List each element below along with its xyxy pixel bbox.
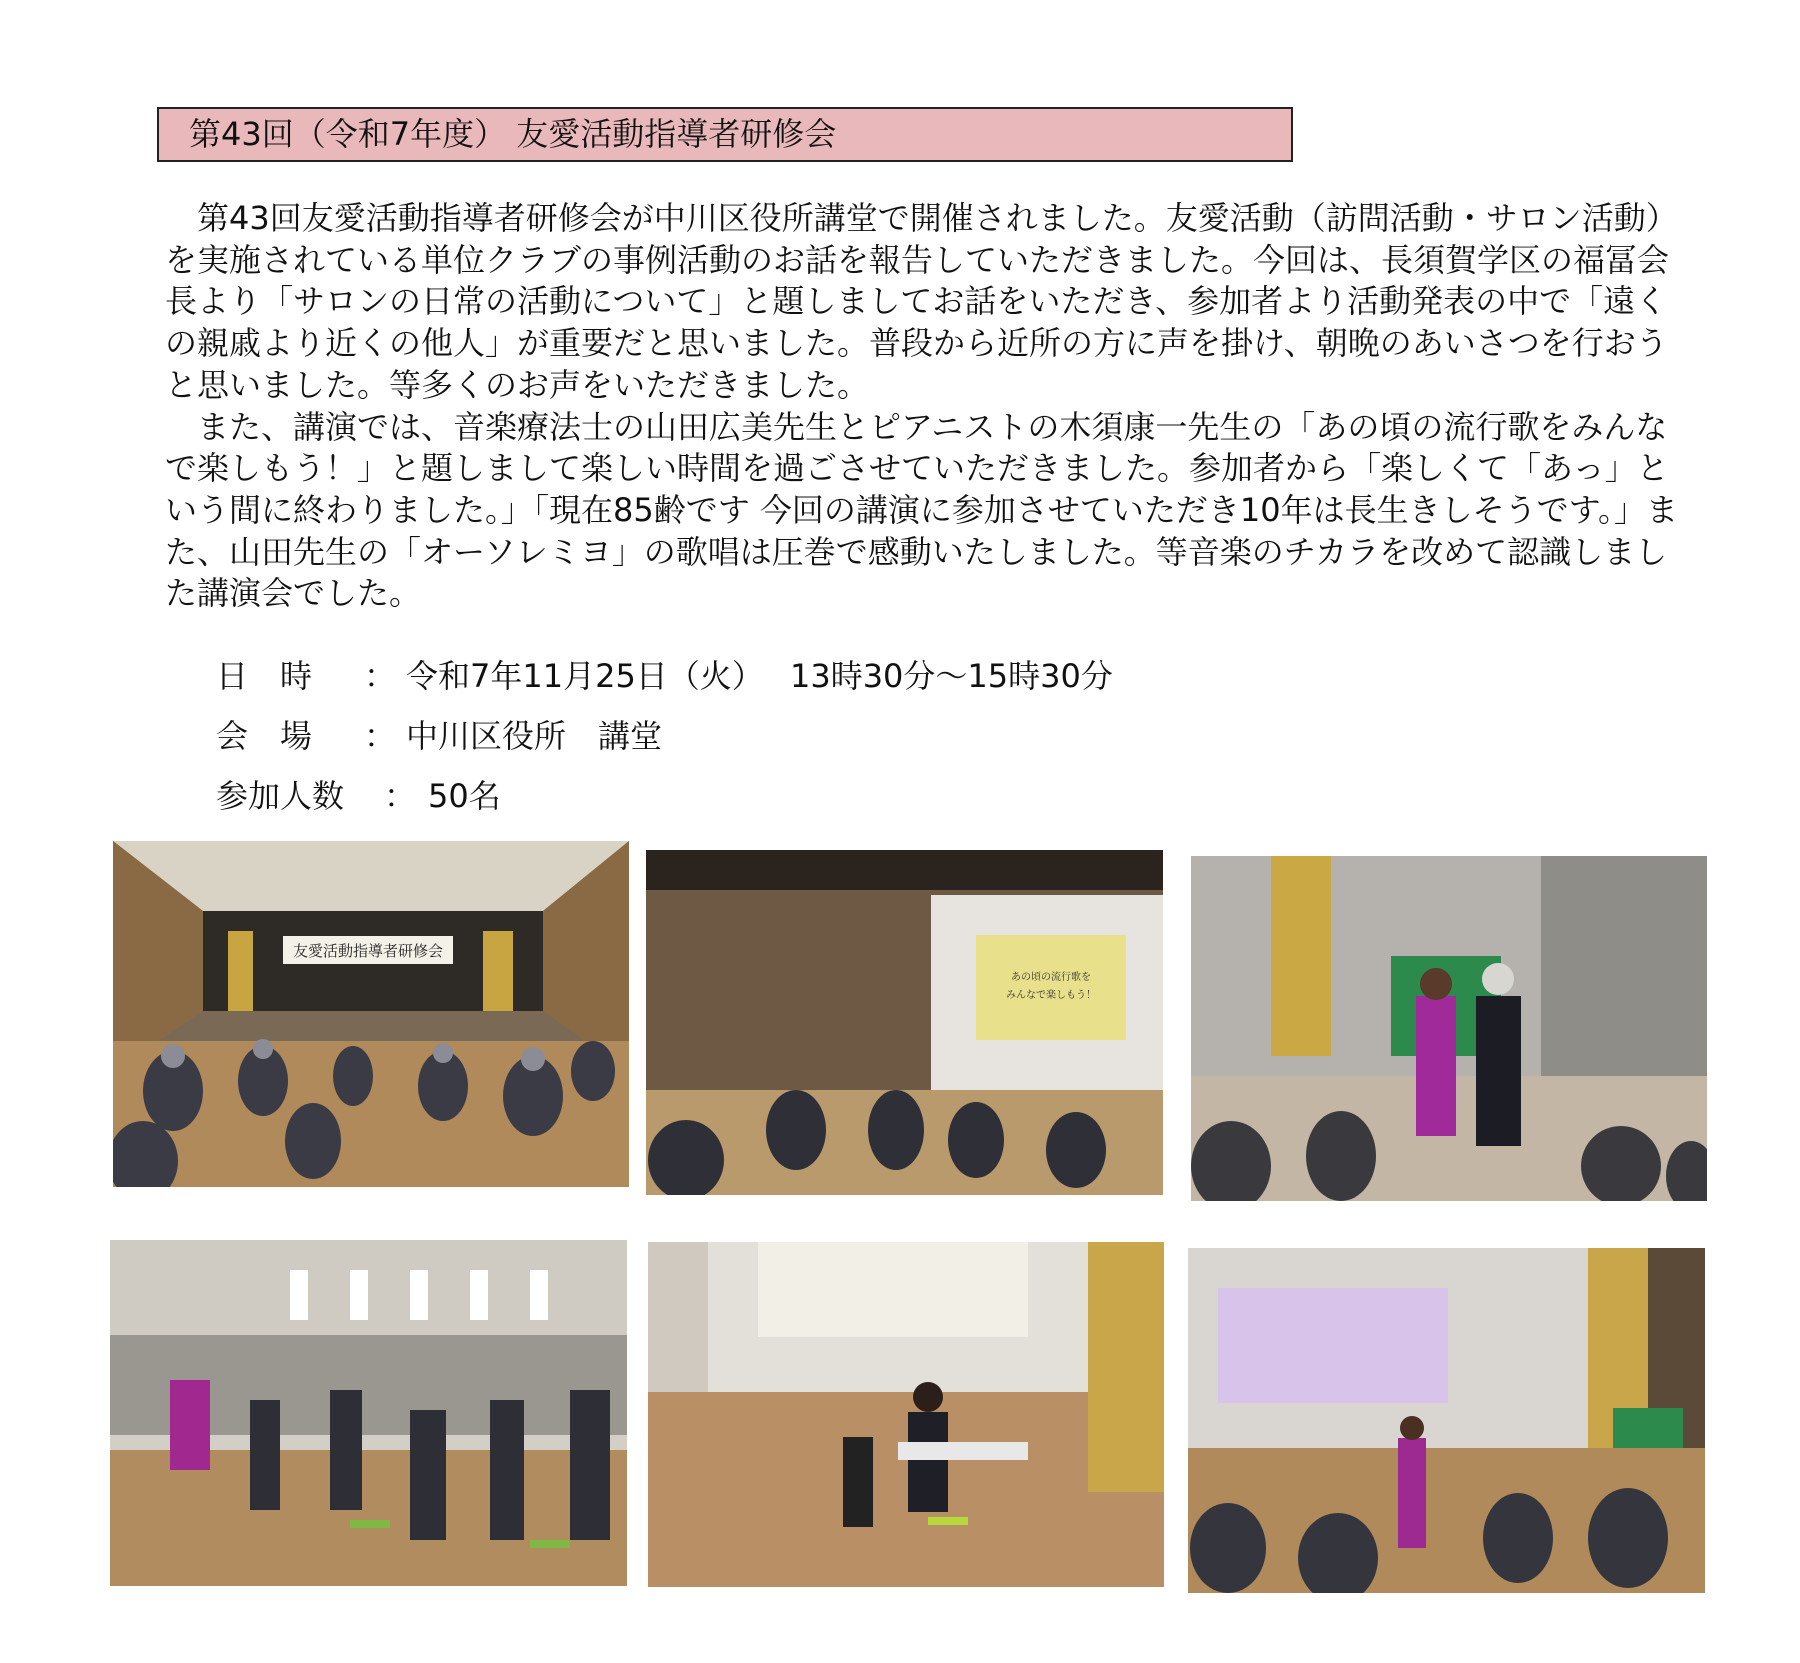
info-venue-value: 中川区役所 講堂 (406, 717, 663, 755)
info-colon: ： (364, 717, 397, 755)
stage-banner-text: 友愛活動指導者研修会 (292, 942, 444, 960)
paragraph-2: また、講演では、音楽療法士の山田広美先生とピアニストの木須康一先生の「あの頃の流行歌をみんなで楽しもう！」と題しまして楽しい時間を過ごさせていただきました。参加者から「楽しくて「あっ」という間に終わりました。」「現在85齢です 今回の講演に参加させていただき10年は長生きしそうです。」また、山田先生の「オーソレミヨ」の歌唱は圧巻で感動いたしました。等音楽のチカラを改めて認識しました講演会でした。 (165, 407, 1679, 613)
info-colon: ： (384, 777, 417, 815)
photo-sing-along-image (1188, 1248, 1705, 1593)
paragraph-1: 第43回友愛活動指導者研修会が中川区役所講堂で開催されました。友愛活動（訪問活動・サロン活動）を実施されている単位クラブの事例活動のお話を報告していただきました。今回は、長須賀学区の福冨会長より「サロンの日常の活動について」と題しましてお話をいただき、参加者より活動発表の中で「遠くの親戚より近くの他人」が重要だと思いました。普段から近所の方に声を掛け、朝晩のあいさつを行おうと思いました。等多くのお声をいただきました。 (165, 199, 1678, 404)
photo-singer-performance (1191, 856, 1707, 1201)
photo-exercise-image (110, 1240, 627, 1586)
page-title: 第43回（令和7年度） 友愛活動指導者研修会 (157, 107, 1293, 162)
photo-hall-overview (113, 841, 629, 1187)
info-venue-label: 会 場 (216, 717, 313, 755)
photo-lecture-screen-image (646, 850, 1163, 1195)
info-attendees-label: 参加人数 (216, 777, 345, 815)
photo-exercise-activity (110, 1240, 627, 1586)
photo-hall-overview-image (113, 841, 629, 1187)
photo-pianist-image (648, 1242, 1164, 1587)
article-body (165, 198, 1685, 615)
photo-sing-along (1188, 1248, 1705, 1593)
slide-line-2: みんなで楽しもう！ (1006, 990, 1096, 1001)
photo-pianist (648, 1242, 1164, 1587)
photo-lecture-screen (646, 850, 1163, 1195)
info-date-value: 令和7年11月25日（火） 13時30分～15時30分 (406, 657, 1113, 695)
photo-singer-image (1191, 856, 1707, 1201)
slide-line-1: あの頃の流行歌を (1011, 972, 1091, 983)
info-attendees-value: 50名 (428, 777, 501, 815)
info-date-label: 日 時 (216, 657, 313, 695)
info-colon: ： (364, 657, 397, 695)
